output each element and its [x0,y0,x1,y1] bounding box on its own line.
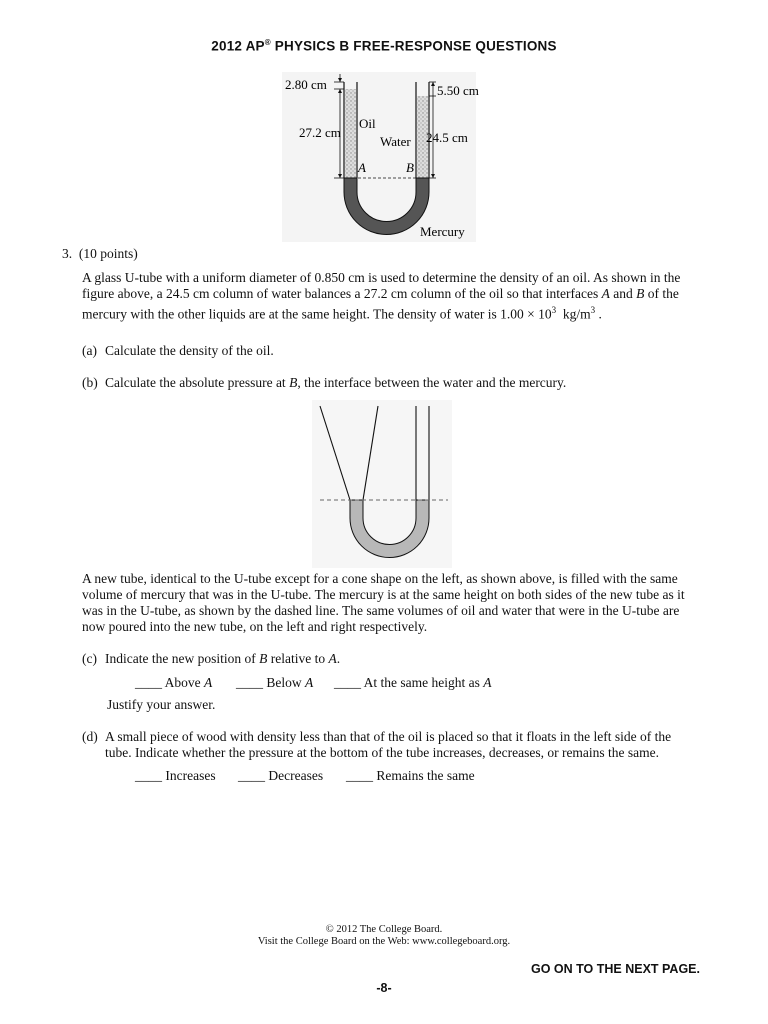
density-unit: kg/m [562,306,591,322]
label-24-5-cm: 24.5 cm [426,130,468,145]
page-header [0,38,768,54]
part-a-text: Calculate the density of the oil. [105,343,274,358]
choice-decreases[interactable] [238,768,346,784]
part-c-tag: (c) [82,651,97,666]
choice-above-a[interactable] [135,675,236,691]
choice-var: A [204,675,213,690]
choice-var: A [305,675,314,690]
choice-blank[interactable]: ____ [135,675,162,690]
part-c-choices [135,675,491,691]
go-on-label: GO ON TO THE NEXT PAGE. [530,962,700,976]
choice-label: Below [263,675,305,690]
registered-mark: ® [264,38,271,47]
intro-and: and [609,286,637,301]
oil-column [345,89,356,178]
justify-instruction: Justify your answer. [107,697,216,712]
label-2-80-cm: 2.80 cm [285,77,327,92]
question-intro [82,270,702,323]
part-b-text-1: Calculate the absolute pressure at [105,375,290,390]
part-d-tag: (d) [82,729,98,744]
choice-label: At the same height as [361,675,484,690]
visit-line: Visit the College Board on the Web: www.collegeboard.org. [257,936,511,947]
intro-var-b: B [636,286,645,301]
label-oil: Oil [359,116,376,131]
label-mercury: Mercury [420,224,465,239]
density-value: 1.00 × 10 [500,306,552,322]
part-c-text-2: relative to [267,651,329,666]
part-d [82,729,702,763]
choice-label: Remains the same [373,768,475,783]
label-point-a: A [358,160,366,175]
intro-text-2: of the mercury with the other liquids are at the same height. The density of water is [82,286,679,322]
part-b-text-2: , the interface between the water and the mercury. [297,375,567,390]
density-unit-exponent: 3 [590,305,596,315]
choice-blank[interactable]: ____ [238,768,265,783]
figure2-background [312,400,452,568]
part-c [82,651,702,667]
label-water: Water [380,134,411,149]
header-suffix: PHYSICS B FREE-RESPONSE QUESTIONS [270,38,557,54]
question-points: (10 points) [78,246,138,261]
question-number-label: 3. [62,246,73,261]
part-c-var-b: B [259,651,268,666]
part-c-text-1: Indicate the new position of [105,651,260,666]
choice-remains-the-same[interactable] [346,768,475,784]
part-a-tag: (a) [82,343,97,358]
choice-label: Increases [162,768,216,783]
intro-text-1: A glass U-tube with a uniform diameter of 0.850 cm is used to determine the density of an oil. As shown in the figure above, a 24.5 cm column of water balances a 27.2 cm column of the oil so that interfaces [82,270,681,301]
choice-blank[interactable]: ____ [135,768,162,783]
page-number: -8- [376,981,392,995]
header-prefix: 2012 AP [211,38,265,54]
part-a [82,343,702,359]
u-tube-figure [278,72,500,244]
copyright-line: © 2012 The College Board. [325,924,443,935]
choice-blank[interactable]: ____ [236,675,263,690]
label-27-2-cm: 27.2 cm [299,125,341,140]
part-c-text-3: . [336,651,341,666]
choice-same-height-as-a[interactable] [334,675,491,691]
density-exponent: 3 [551,305,557,315]
choice-var: A [483,675,492,690]
choice-blank[interactable]: ____ [346,768,373,783]
choice-blank[interactable]: ____ [334,675,361,690]
choice-label: Above [162,675,204,690]
question-number [62,246,138,262]
part-b [82,375,702,391]
part-b-tag: (b) [82,375,98,390]
new-tube-paragraph: A new tube, identical to the U-tube except for a cone shape on the left, as shown above, is filled with the same volume of mercury that was in the U-tube. The mercury is at the same height on both sides of the new tube as it was in the U-tube, as shown by the dashed line. The same volumes of oil and water that were in the U-tube are now poured into the new tube, on the left and right respectively. [82,571,685,634]
cone-tube-figure [312,400,452,568]
part-b-text [105,375,700,391]
intro-end: . [595,306,602,322]
choice-below-a[interactable] [236,675,334,691]
intro-var-a: A [601,286,610,301]
part-d-text: A small piece of wood with density less than that of the oil is placed so that it floats in the left side of the tube. Indicate whether the pressure at the bottom of the tube increases, decreases, or remains the same. [105,729,672,760]
part-b-var: B [289,375,298,390]
choice-increases[interactable] [135,768,238,784]
choice-label: Decreases [265,768,324,783]
label-point-b: B [406,160,414,175]
part-c-text [105,651,700,667]
page-footer [0,924,768,948]
part-c-var-a: A [328,651,337,666]
label-5-50-cm: 5.50 cm [437,83,479,98]
part-d-choices [135,768,475,784]
